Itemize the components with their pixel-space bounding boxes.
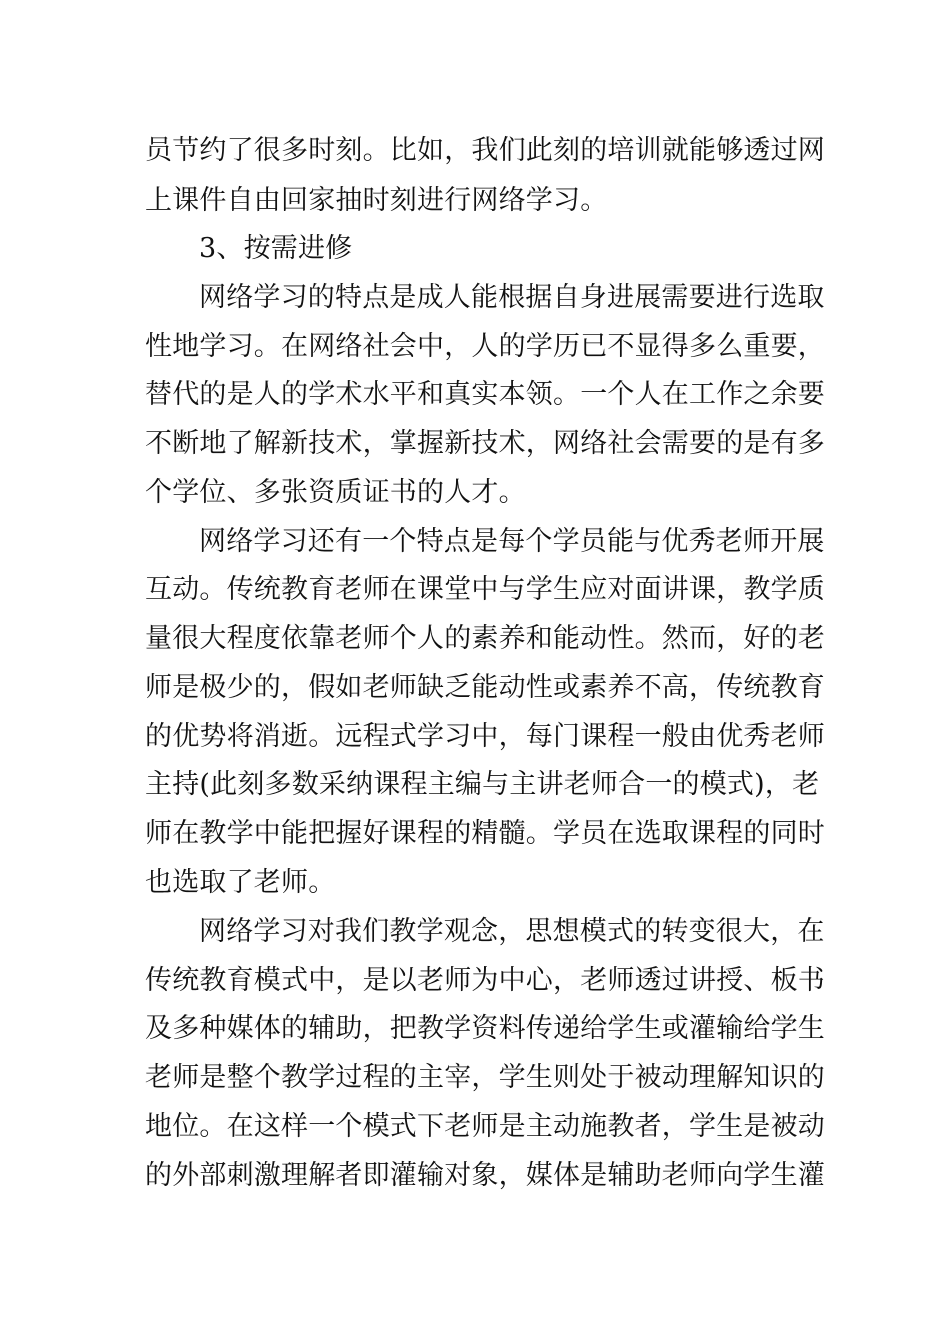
paragraph-start-line: 网络学习对我们教学观念，思想模式的转变很大，在 <box>199 916 825 947</box>
text-line: 互动。传统教育老师在课堂中与学生应对面讲课，教学质 <box>145 574 825 605</box>
text-line: 主持(此刻多数采纳课程主编与主讲老师合一的模式)，老 <box>145 769 820 800</box>
text-line: 量很大程度依靠老师个人的素养和能动性。然而，好的老 <box>145 623 825 654</box>
text-line: 师在教学中能把握好课程的精髓。学员在选取课程的同时 <box>145 818 825 849</box>
paragraph-start-line: 网络学习的特点是成人能根据自身进展需要进行选取 <box>199 282 825 313</box>
text-line: 也选取了老师。 <box>145 867 336 898</box>
text-line: 老师是整个教学过程的主宰，学生则处于被动理解知识的 <box>145 1062 825 1093</box>
text-line: 替代的是人的学术水平和真实本领。一个人在工作之余要 <box>145 379 825 410</box>
text-line: 的优势将消逝。远程式学习中，每门课程一般由优秀老师 <box>145 721 825 752</box>
text-line: 性地学习。在网络社会中，人的学历已不显得多么重要， <box>145 331 825 362</box>
text-line: 员节约了很多时刻。比如，我们此刻的培训就能够透过网 <box>145 135 825 166</box>
text-line: 师是极少的，假如老师缺乏能动性或素养不高，传统教育 <box>145 672 825 703</box>
text-line: 及多种媒体的辅助，把教学资料传递给学生或灌输给学生 <box>145 1013 825 1044</box>
text-line: 个学位、多张资质证书的人才。 <box>145 477 526 508</box>
section-heading: 3、按需进修 <box>199 233 353 264</box>
text-line: 不断地了解新技术，掌握新技术，网络社会需要的是有多 <box>145 428 825 459</box>
text-line: 上课件自由回家抽时刻进行网络学习。 <box>145 185 608 216</box>
text-line: 的外部刺激理解者即灌输对象，媒体是辅助老师向学生灌 <box>145 1160 825 1191</box>
text-line: 传统教育模式中，是以老师为中心，老师透过讲授、板书 <box>145 965 825 996</box>
paragraph-start-line: 网络学习还有一个特点是每个学员能与优秀老师开展 <box>199 526 825 557</box>
text-line: 地位。在这样一个模式下老师是主动施教者，学生是被动 <box>145 1111 825 1142</box>
